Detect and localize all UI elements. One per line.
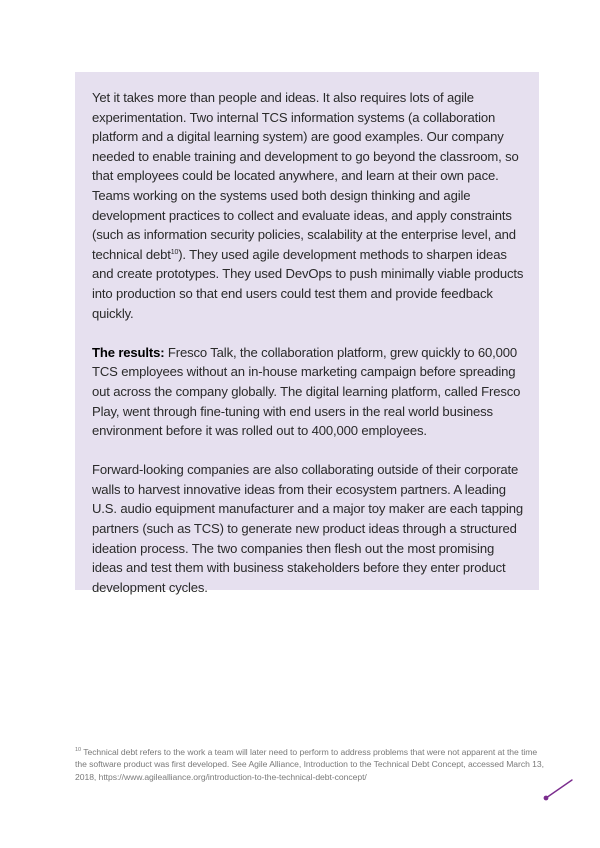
footnote-reference: 10 (170, 248, 179, 256)
footnote-text: Technical debt refers to the work a team will later need to perform to address problems that were not apparent at the time the software product was first developed. See Agile Alliance, Introduction to the Technical Debt Concept, accessed March 13, 2018, https://www.agilealliance.org/introduction-to-the-technical-debt-concept/ (75, 747, 544, 782)
footnote-number: 10 (75, 747, 82, 753)
callout-paragraph-2: The results: Fresco Talk, the collaboration platform, grew quickly to 60,000 TCS employees without an in-house marketing campaign before spreading out across the company globally. The digital learning platform, called Fresco Play, went through fine-tuning with end users in the real world business environment before it was rolled out to 400,000 employees. (92, 344, 521, 439)
decorative-line-icon (541, 777, 575, 803)
callout-paragraph-3: Forward-looking companies are also collaborating outside of their corporate walls to harvest innovative ideas from their ecosystem partners. A leading U.S. audio equipment manufacturer and a major toy maker are each tapping partners (such as TCS) to generate new product ideas through a structured ideation process. The two companies then flesh out the most promising ideas and test them with business stakeholders before they enter product development cycles. (92, 462, 523, 595)
callout-body (92, 88, 528, 597)
results-lead: The results: (92, 344, 165, 360)
footnote (75, 746, 545, 783)
callout-paragraph-1: Yet it takes more than people and ideas. It also requires lots of agile experimentation. Two internal TCS information systems (a collaboration platform and a digital learning system) are good examples. Our company needed to enable training and development to go beyond the classroom, so that employees could be located anywhere, and learn at their own pace. Teams working on the systems used both design thinking and agile development practices to collect and evaluate ideas, and apply constraints (such as information security policies, scalability at the enterprise level, and technical debt$^{10}$). They used agile development methods to sharpen ideas and create prototypes. They used DevOps to push minimally viable products into production so that end users could test them and provide feedback quickly. (92, 90, 524, 321)
